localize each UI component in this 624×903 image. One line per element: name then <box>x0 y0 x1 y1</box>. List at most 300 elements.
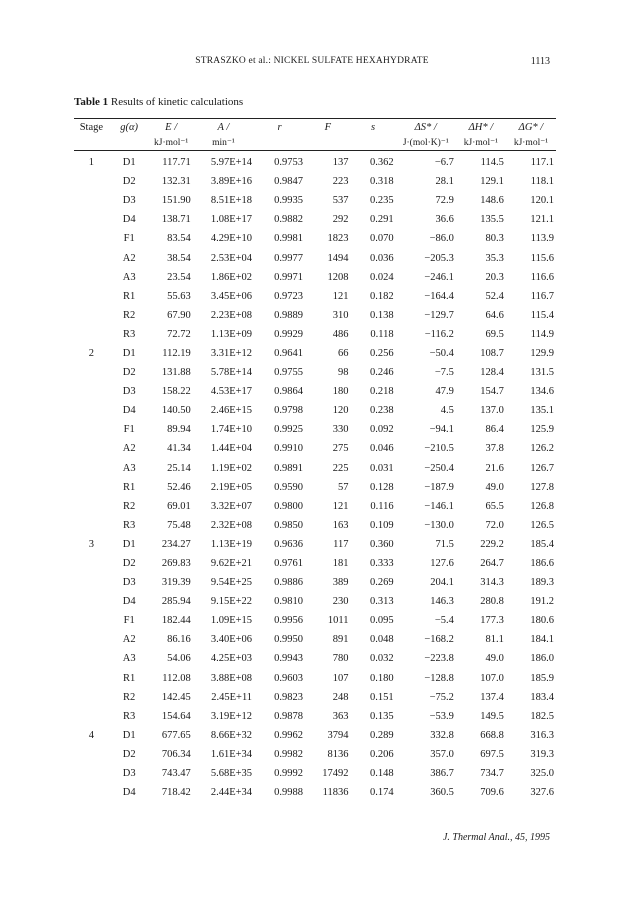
cell-delta-g: 186.0 <box>530 653 554 665</box>
cell-delta-g: 184.1 <box>530 634 554 646</box>
cell-activation-energy: 182.44 <box>161 615 191 627</box>
table-row <box>74 649 556 668</box>
cell-delta-g: 117.1 <box>530 157 554 169</box>
table-row <box>74 306 556 325</box>
cell-delta-g: 129.9 <box>530 347 554 359</box>
table-row <box>74 707 556 726</box>
cell-f-statistic: 1494 <box>327 252 349 264</box>
cell-correlation-r: 0.9755 <box>274 367 304 379</box>
table-row <box>74 783 556 802</box>
cell-std-deviation-s: 0.291 <box>369 214 394 226</box>
column-unit-pre-exponential-factor: min⁻¹ <box>193 135 254 151</box>
cell-std-deviation-s: 0.128 <box>369 481 394 493</box>
cell-delta-s: −129.7 <box>424 309 454 321</box>
table-row <box>74 497 556 516</box>
cell-std-deviation-s: 0.269 <box>369 577 394 589</box>
cell-g-alpha: D1 <box>122 538 136 550</box>
cell-delta-s: −5.4 <box>434 615 454 627</box>
cell-std-deviation-s: 0.256 <box>369 347 394 359</box>
table-row <box>74 554 556 573</box>
cell-delta-s: −75.2 <box>429 691 454 703</box>
column-unit-std-deviation-s <box>351 135 396 151</box>
cell-activation-energy: 140.50 <box>161 405 191 417</box>
cell-stage <box>74 669 109 688</box>
cell-delta-s: −246.1 <box>424 271 454 283</box>
cell-pre-exponential-factor: 1.74E+10 <box>210 424 253 436</box>
table-row <box>74 248 556 267</box>
cell-activation-energy: 83.54 <box>167 233 191 245</box>
cell-correlation-r: 0.9823 <box>274 691 304 703</box>
cell-delta-s: −210.5 <box>424 443 454 455</box>
cell-stage <box>74 382 109 401</box>
cell-correlation-r: 0.9935 <box>274 195 304 207</box>
cell-g-alpha: D4 <box>122 405 136 417</box>
cell-stage <box>74 688 109 707</box>
cell-stage: 1 <box>88 157 94 169</box>
cell-std-deviation-s: 0.182 <box>369 290 394 302</box>
cell-g-alpha: D1 <box>122 729 136 741</box>
cell-activation-energy: 117.71 <box>162 157 191 169</box>
cell-delta-h: 35.3 <box>485 252 504 264</box>
cell-pre-exponential-factor: 2.45E+11 <box>211 691 253 703</box>
cell-correlation-r: 0.9603 <box>274 672 304 684</box>
cell-pre-exponential-factor: 3.89E+16 <box>210 176 253 188</box>
cell-delta-h: 128.4 <box>480 367 504 379</box>
cell-f-statistic: 389 <box>332 577 349 589</box>
cell-g-alpha: D1 <box>122 157 136 169</box>
cell-stage <box>74 172 109 191</box>
cell-stage <box>74 611 109 630</box>
cell-delta-h: 734.7 <box>480 768 504 780</box>
cell-f-statistic: 310 <box>332 309 349 321</box>
cell-correlation-r: 0.9988 <box>274 787 304 799</box>
cell-f-statistic: 163 <box>332 519 349 531</box>
cell-delta-s: −50.4 <box>429 347 454 359</box>
cell-pre-exponential-factor: 5.68E+35 <box>210 768 253 780</box>
cell-delta-s: 146.3 <box>430 596 454 608</box>
cell-stage <box>74 401 109 420</box>
cell-delta-s: −128.8 <box>424 672 454 684</box>
cell-g-alpha: D3 <box>122 386 136 398</box>
cell-delta-g: 114.9 <box>530 328 554 340</box>
cell-stage <box>74 592 109 611</box>
cell-stage <box>74 554 109 573</box>
table-caption <box>74 96 243 108</box>
cell-pre-exponential-factor: 3.88E+08 <box>210 672 253 684</box>
cell-activation-energy: 55.63 <box>167 290 191 302</box>
cell-delta-h: 137.0 <box>480 405 504 417</box>
cell-delta-g: 325.0 <box>530 768 554 780</box>
table-row <box>74 688 556 707</box>
cell-f-statistic: 1208 <box>327 271 349 283</box>
cell-activation-energy: 158.22 <box>161 386 191 398</box>
table-row <box>74 478 556 497</box>
cell-delta-h: 52.4 <box>485 290 504 302</box>
cell-std-deviation-s: 0.048 <box>369 634 394 646</box>
cell-stage <box>74 459 109 478</box>
table-row <box>74 764 556 783</box>
cell-std-deviation-s: 0.148 <box>369 768 394 780</box>
cell-delta-s: −86.0 <box>429 233 454 245</box>
cell-delta-g: 116.7 <box>530 290 554 302</box>
cell-correlation-r: 0.9753 <box>274 157 304 169</box>
cell-activation-energy: 677.65 <box>161 729 191 741</box>
cell-std-deviation-s: 0.036 <box>369 252 394 264</box>
table-row <box>74 459 556 478</box>
column-unit-correlation-r <box>254 135 305 151</box>
cell-delta-g: 127.8 <box>530 481 554 493</box>
cell-delta-s: −6.7 <box>434 157 454 169</box>
cell-activation-energy: 25.14 <box>167 462 191 474</box>
cell-correlation-r: 0.9925 <box>274 424 304 436</box>
cell-delta-h: 49.0 <box>485 653 504 665</box>
cell-activation-energy: 86.16 <box>167 634 191 646</box>
cell-correlation-r: 0.9981 <box>274 233 304 245</box>
cell-std-deviation-s: 0.138 <box>369 309 394 321</box>
cell-correlation-r: 0.9971 <box>274 271 304 283</box>
cell-delta-s: 127.6 <box>430 558 454 570</box>
cell-std-deviation-s: 0.116 <box>370 500 394 512</box>
cell-delta-g: 115.6 <box>530 252 554 264</box>
cell-delta-h: 107.0 <box>480 672 504 684</box>
cell-g-alpha: D2 <box>122 367 136 379</box>
cell-f-statistic: 363 <box>332 710 349 722</box>
cell-delta-g: 189.3 <box>530 577 554 589</box>
cell-delta-h: 37.8 <box>485 443 504 455</box>
table-row <box>74 172 556 191</box>
cell-activation-energy: 75.48 <box>167 519 191 531</box>
cell-g-alpha: R3 <box>123 328 136 340</box>
cell-std-deviation-s: 0.235 <box>369 195 394 207</box>
cell-delta-g: 126.7 <box>530 462 554 474</box>
cell-delta-h: 149.5 <box>480 710 504 722</box>
cell-std-deviation-s: 0.238 <box>369 405 394 417</box>
cell-f-statistic: 57 <box>338 481 349 493</box>
table-row <box>74 382 556 401</box>
column-unit-stage <box>74 135 109 151</box>
cell-correlation-r: 0.9950 <box>274 634 304 646</box>
column-header-delta-g: ΔG* / <box>506 119 556 136</box>
cell-correlation-r: 0.9891 <box>274 462 304 474</box>
cell-pre-exponential-factor: 9.62E+21 <box>210 558 253 570</box>
page-number: 1113 <box>530 56 550 67</box>
cell-delta-g: 126.5 <box>530 519 554 531</box>
cell-pre-exponential-factor: 1.13E+09 <box>210 328 253 340</box>
cell-std-deviation-s: 0.218 <box>369 386 394 398</box>
cell-pre-exponential-factor: 3.40E+06 <box>210 634 253 646</box>
cell-delta-h: 135.5 <box>480 214 504 226</box>
cell-delta-g: 131.5 <box>530 367 554 379</box>
cell-activation-energy: 154.64 <box>161 710 191 722</box>
table-row <box>74 344 556 363</box>
column-unit-delta-h: kJ·mol⁻¹ <box>456 135 506 151</box>
cell-g-alpha: F1 <box>123 233 135 245</box>
cell-std-deviation-s: 0.206 <box>369 748 394 760</box>
column-header-delta-s: ΔS* / <box>396 119 456 136</box>
cell-g-alpha: D2 <box>122 176 136 188</box>
table-row <box>74 726 556 745</box>
cell-g-alpha: R3 <box>123 710 136 722</box>
cell-delta-s: −250.4 <box>424 462 454 474</box>
cell-f-statistic: 891 <box>332 634 349 646</box>
column-header-delta-h: ΔH* / <box>456 119 506 136</box>
cell-pre-exponential-factor: 1.86E+02 <box>210 271 253 283</box>
cell-delta-h: 264.7 <box>480 558 504 570</box>
cell-delta-g: 316.3 <box>530 729 554 741</box>
cell-delta-h: 80.3 <box>485 233 504 245</box>
cell-std-deviation-s: 0.151 <box>369 691 394 703</box>
column-header-activation-energy: E / <box>150 119 193 136</box>
cell-stage: 2 <box>88 347 94 359</box>
table-caption-label: Table 1 <box>74 96 109 108</box>
table-body <box>74 151 556 803</box>
cell-stage <box>74 287 109 306</box>
cell-std-deviation-s: 0.360 <box>369 538 394 550</box>
table-row <box>74 210 556 229</box>
cell-delta-g: 120.1 <box>530 195 554 207</box>
cell-delta-s: 386.7 <box>430 768 454 780</box>
cell-std-deviation-s: 0.031 <box>369 462 394 474</box>
table-row <box>74 573 556 592</box>
cell-delta-h: 709.6 <box>480 787 504 799</box>
cell-pre-exponential-factor: 2.23E+08 <box>210 309 253 321</box>
cell-g-alpha: A2 <box>122 443 136 455</box>
units-row <box>74 135 556 151</box>
cell-delta-g: 185.9 <box>530 672 554 684</box>
column-unit-delta-s: J·(mol·K)⁻¹ <box>396 135 456 151</box>
cell-g-alpha: D2 <box>122 748 136 760</box>
cell-delta-s: −164.4 <box>424 290 454 302</box>
cell-activation-energy: 112.08 <box>162 672 191 684</box>
cell-correlation-r: 0.9798 <box>274 405 304 417</box>
cell-g-alpha: R1 <box>123 290 136 302</box>
cell-g-alpha: D3 <box>122 195 136 207</box>
cell-std-deviation-s: 0.095 <box>369 615 394 627</box>
cell-pre-exponential-factor: 8.66E+32 <box>210 729 253 741</box>
cell-delta-g: 183.4 <box>530 691 554 703</box>
cell-f-statistic: 292 <box>332 214 349 226</box>
table-row <box>74 420 556 439</box>
cell-f-statistic: 1011 <box>327 615 349 627</box>
cell-pre-exponential-factor: 9.54E+25 <box>210 577 253 589</box>
table-row <box>74 535 556 554</box>
cell-std-deviation-s: 0.024 <box>369 271 394 283</box>
table-row <box>74 611 556 630</box>
cell-pre-exponential-factor: 4.53E+17 <box>210 386 253 398</box>
cell-delta-s: −94.1 <box>429 424 454 436</box>
cell-g-alpha: D2 <box>122 558 136 570</box>
table-row <box>74 151 556 173</box>
cell-delta-s: −223.8 <box>424 653 454 665</box>
cell-activation-energy: 706.34 <box>161 748 191 760</box>
cell-stage <box>74 306 109 325</box>
cell-pre-exponential-factor: 1.08E+17 <box>210 214 253 226</box>
cell-correlation-r: 0.9889 <box>274 309 304 321</box>
cell-activation-energy: 67.90 <box>167 309 191 321</box>
cell-delta-g: 319.3 <box>530 748 554 760</box>
column-unit-delta-g: kJ·mol⁻¹ <box>506 135 556 151</box>
cell-pre-exponential-factor: 1.61E+34 <box>210 748 253 760</box>
cell-g-alpha: D4 <box>122 214 136 226</box>
column-header-std-deviation-s: s <box>351 119 396 136</box>
cell-g-alpha: R1 <box>123 672 136 684</box>
cell-delta-g: 113.9 <box>530 233 554 245</box>
cell-f-statistic: 225 <box>332 462 349 474</box>
cell-delta-g: 115.4 <box>530 309 554 321</box>
cell-activation-energy: 132.31 <box>161 176 191 188</box>
column-unit-g-alpha <box>109 135 150 151</box>
table-row <box>74 592 556 611</box>
cell-stage <box>74 248 109 267</box>
cell-stage <box>74 573 109 592</box>
cell-activation-energy: 23.54 <box>167 271 191 283</box>
cell-stage: 3 <box>88 538 94 550</box>
cell-pre-exponential-factor: 2.53E+04 <box>210 252 253 264</box>
cell-delta-h: 177.3 <box>480 615 504 627</box>
cell-f-statistic: 8136 <box>327 748 349 760</box>
cell-activation-energy: 131.88 <box>161 367 191 379</box>
cell-delta-s: 36.6 <box>435 214 454 226</box>
cell-delta-s: 360.5 <box>430 787 454 799</box>
cell-delta-h: 148.6 <box>480 195 504 207</box>
cell-stage <box>74 210 109 229</box>
table-row <box>74 287 556 306</box>
cell-activation-energy: 69.01 <box>167 500 191 512</box>
cell-activation-energy: 142.45 <box>161 691 191 703</box>
cell-g-alpha: R3 <box>123 519 136 531</box>
cell-stage <box>74 649 109 668</box>
cell-delta-h: 137.4 <box>480 691 504 703</box>
table-row <box>74 630 556 649</box>
cell-std-deviation-s: 0.180 <box>369 672 394 684</box>
table-row <box>74 268 556 287</box>
cell-f-statistic: 121 <box>332 290 349 302</box>
cell-stage <box>74 420 109 439</box>
cell-pre-exponential-factor: 4.25E+03 <box>210 653 253 665</box>
cell-stage <box>74 439 109 458</box>
table-row <box>74 745 556 764</box>
cell-f-statistic: 223 <box>332 176 349 188</box>
cell-delta-s: 47.9 <box>435 386 454 398</box>
cell-std-deviation-s: 0.289 <box>369 729 394 741</box>
cell-delta-h: 64.6 <box>485 309 504 321</box>
cell-f-statistic: 3794 <box>327 729 349 741</box>
cell-correlation-r: 0.9636 <box>274 538 304 550</box>
cell-pre-exponential-factor: 3.31E+12 <box>210 347 253 359</box>
table-row <box>74 439 556 458</box>
cell-delta-h: 668.8 <box>480 729 504 741</box>
cell-correlation-r: 0.9800 <box>274 500 304 512</box>
cell-std-deviation-s: 0.362 <box>369 157 394 169</box>
cell-delta-h: 21.6 <box>485 462 504 474</box>
cell-std-deviation-s: 0.118 <box>370 328 394 340</box>
cell-activation-energy: 285.94 <box>161 596 191 608</box>
cell-g-alpha: D4 <box>122 596 136 608</box>
cell-g-alpha: D4 <box>122 787 136 799</box>
cell-pre-exponential-factor: 5.78E+14 <box>210 367 253 379</box>
table-row <box>74 363 556 382</box>
column-header-f-statistic: F <box>305 119 350 136</box>
cell-correlation-r: 0.9878 <box>274 710 304 722</box>
cell-g-alpha: R2 <box>123 691 136 703</box>
cell-delta-g: 135.1 <box>530 405 554 417</box>
cell-delta-h: 280.8 <box>480 596 504 608</box>
cell-delta-s: −130.0 <box>424 519 454 531</box>
cell-activation-energy: 112.19 <box>162 347 191 359</box>
cell-delta-h: 154.7 <box>480 386 504 398</box>
running-title: STRASZKO et al.: NICKEL SULFATE HEXAHYDRATE <box>195 56 429 66</box>
cell-std-deviation-s: 0.333 <box>369 558 394 570</box>
cell-pre-exponential-factor: 4.29E+10 <box>210 233 253 245</box>
cell-correlation-r: 0.9910 <box>274 443 304 455</box>
cell-delta-g: 126.8 <box>530 500 554 512</box>
cell-f-statistic: 248 <box>332 691 349 703</box>
cell-activation-energy: 269.83 <box>161 558 191 570</box>
cell-delta-g: 126.2 <box>530 443 554 455</box>
cell-pre-exponential-factor: 1.09E+15 <box>210 615 253 627</box>
cell-pre-exponential-factor: 8.51E+18 <box>210 195 253 207</box>
cell-delta-s: 4.5 <box>440 405 454 417</box>
cell-delta-s: 71.5 <box>435 538 454 550</box>
cell-g-alpha: R2 <box>123 309 136 321</box>
cell-delta-g: 191.2 <box>530 596 554 608</box>
header-row <box>74 119 556 136</box>
cell-delta-s: 72.9 <box>435 195 454 207</box>
table-row <box>74 191 556 210</box>
cell-delta-h: 81.1 <box>485 634 504 646</box>
cell-stage <box>74 764 109 783</box>
cell-std-deviation-s: 0.313 <box>369 596 394 608</box>
cell-pre-exponential-factor: 5.97E+14 <box>210 157 253 169</box>
cell-correlation-r: 0.9962 <box>274 729 304 741</box>
journal-citation: J. Thermal Anal., 45, 1995 <box>442 832 550 843</box>
table-row <box>74 325 556 344</box>
cell-f-statistic: 98 <box>338 367 349 379</box>
column-header-g-alpha: g(α) <box>109 119 150 136</box>
table-row <box>74 229 556 248</box>
cell-stage <box>74 363 109 382</box>
cell-pre-exponential-factor: 3.45E+06 <box>210 290 253 302</box>
cell-std-deviation-s: 0.092 <box>369 424 394 436</box>
cell-correlation-r: 0.9886 <box>274 577 304 589</box>
table-caption-text: Results of kinetic calculations <box>110 96 244 108</box>
cell-stage <box>74 229 109 248</box>
cell-delta-g: 125.9 <box>530 424 554 436</box>
cell-f-statistic: 107 <box>332 672 349 684</box>
cell-pre-exponential-factor: 2.32E+08 <box>210 519 253 531</box>
cell-delta-h: 314.3 <box>480 577 504 589</box>
column-header-correlation-r: r <box>254 119 305 136</box>
cell-activation-energy: 718.42 <box>161 787 191 799</box>
running-head <box>0 56 624 70</box>
cell-activation-energy: 41.34 <box>167 443 191 455</box>
cell-delta-s: −116.2 <box>424 328 454 340</box>
cell-g-alpha: F1 <box>123 424 135 436</box>
cell-f-statistic: 117 <box>333 538 349 550</box>
cell-pre-exponential-factor: 2.19E+05 <box>210 481 253 493</box>
cell-pre-exponential-factor: 3.32E+07 <box>210 500 253 512</box>
cell-std-deviation-s: 0.032 <box>369 653 394 665</box>
cell-delta-h: 65.5 <box>485 500 504 512</box>
cell-activation-energy: 151.90 <box>161 195 191 207</box>
cell-stage <box>74 268 109 287</box>
cell-std-deviation-s: 0.070 <box>369 233 394 245</box>
cell-delta-s: −205.3 <box>424 252 454 264</box>
cell-delta-g: 327.6 <box>530 787 554 799</box>
cell-delta-g: 134.6 <box>530 386 554 398</box>
cell-correlation-r: 0.9992 <box>274 768 304 780</box>
cell-f-statistic: 230 <box>332 596 349 608</box>
